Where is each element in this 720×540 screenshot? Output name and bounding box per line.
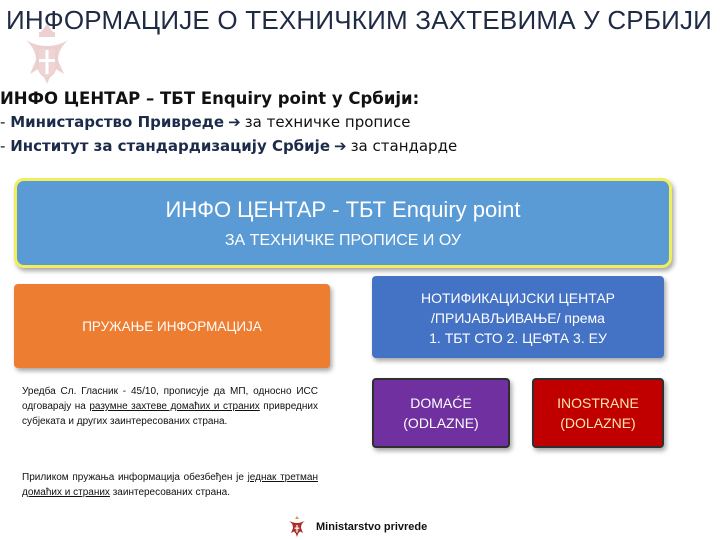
providing-information-label: ПРУЖАЊЕ ИНФОРМАЦИЈА	[82, 318, 262, 334]
notification-center-line3: 1. ТБТ СТО 2. ЦЕФТА 3. ЕУ	[429, 330, 607, 346]
providing-information-box	[14, 284, 330, 368]
domestic-notifications-box	[372, 378, 510, 448]
domestic-line1: DOMAĆE	[410, 395, 472, 411]
foreign-notifications-box	[532, 378, 664, 448]
regulation-paragraph	[22, 384, 318, 429]
equal-treatment-emphasis: једнак третман домаћих и страних	[22, 472, 319, 498]
arrow-right-icon: ➔	[334, 137, 347, 155]
info-center-heading: ИНФО ЦЕНТАР – ТБТ Enquiry point у Србији:	[0, 89, 420, 108]
bullet-institute-strong: Институт за стандардизацију Србије	[10, 137, 330, 155]
regulation-text-start: Уредба Сл. Гласник - 45/10, прописује да МП, односно ИСС одговарају на	[22, 386, 318, 412]
serbian-crest-icon	[288, 516, 306, 538]
foreign-line1: INOSTRANE	[557, 395, 639, 411]
info-center-box	[14, 178, 672, 268]
bullet-institute-text: за стандарде	[350, 137, 458, 155]
equal-treatment-end: заинтересованих страна.	[109, 487, 231, 498]
bullet-institute	[0, 136, 720, 156]
bullet-ministry	[0, 112, 720, 132]
footer-ministry-label: Ministarstvo privrede	[316, 521, 428, 533]
domestic-line2: (ODLAZNE)	[403, 415, 479, 431]
foreign-line2: (DOLAZNE)	[560, 415, 636, 431]
notification-center-box	[372, 276, 664, 358]
info-center-box-title: ИНФО ЦЕНТАР - ТБТ Enquiry point	[165, 197, 521, 222]
equal-treatment-paragraph	[22, 470, 318, 500]
regulation-text-emphasis: разумне захтеве домаћих и страних	[89, 401, 260, 412]
equal-treatment-start: Приликом пружања информација обезбеђен је	[22, 472, 248, 483]
slide-title: ИНФОРМАЦИЈЕ О ТЕХНИЧКИМ ЗАХТЕВИМА У СРБИЈИ	[6, 5, 713, 35]
bullet-marker: -	[0, 137, 6, 155]
arrow-right-icon: ➔	[228, 113, 241, 131]
regulation-text-end: привредних субјеката и других заинтересованих страна.	[22, 401, 318, 427]
bullet-marker: -	[0, 113, 6, 131]
info-center-box-subtitle: ЗА ТЕХНИЧКЕ ПРОПИСЕ И ОУ	[224, 232, 462, 249]
notification-center-line1: НОТИФИКАЦИЈСКИ ЦЕНТАР	[420, 290, 616, 306]
notification-center-line2: /ПРИЈАВЉИВАЊЕ/ према	[431, 310, 605, 326]
bullet-ministry-strong: Министарство Привреде	[10, 113, 225, 131]
bullet-ministry-text: за техничке прописе	[244, 113, 411, 131]
